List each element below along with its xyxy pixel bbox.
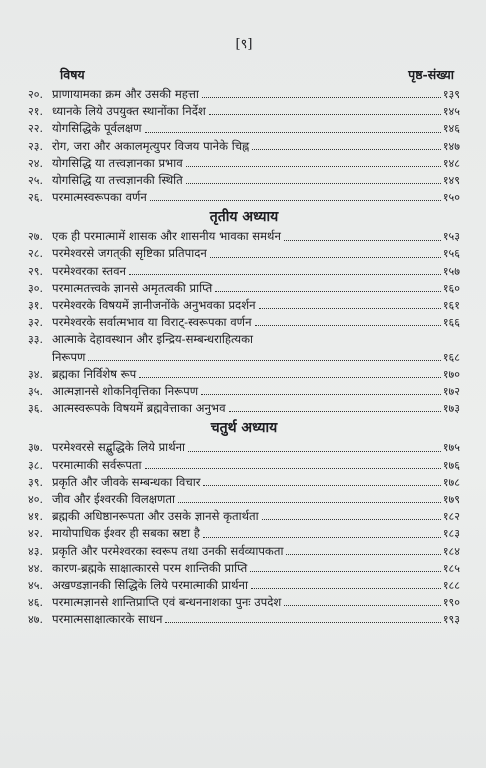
entry-page: १९० (442, 596, 460, 610)
entry-title: रोग, जरा और अकालमृत्युपर विजय पानेके चिह्न (52, 138, 250, 153)
dot-leader (284, 240, 441, 241)
list-item (28, 594, 460, 611)
list-item (28, 189, 460, 206)
dot-leader (284, 605, 441, 606)
dot-leader (188, 451, 441, 452)
entry-title: कारण-ब्रह्मके साक्षात्कारसे परम शान्तिकी प्राप्ति (52, 560, 248, 575)
entry-page: १५६ (442, 247, 460, 261)
dot-leader (262, 519, 441, 520)
entry-page: १३९ (442, 87, 460, 101)
dot-leader (145, 132, 441, 133)
entry-title: आत्मज्ञानसे शोकनिवृत्तिका निरूपण (52, 384, 199, 399)
entry-page: १६१ (442, 299, 460, 313)
chapter-heading-4: चतुर्थ अध्याय (210, 420, 278, 437)
entry-title: परमेश्वरके विषयमें ज्ञानीजनोंके अनुभवका प्रदर्शन (52, 298, 256, 313)
dot-leader (203, 537, 441, 538)
entry-title-continued: निरूपण (52, 349, 86, 364)
entry-page: १४७ (442, 139, 460, 153)
entry-title: आत्मस्वरूपके विषयमें ब्रह्मवेत्ताका अनुभव (52, 401, 226, 416)
dot-leader (186, 166, 441, 167)
entry-title: मायोपाधिक ईश्वर ही सबका स्रष्टा है (52, 526, 200, 541)
dot-leader (178, 502, 441, 503)
subject-heading: विषय (60, 67, 85, 82)
dot-leader (229, 411, 441, 412)
dot-leader (88, 360, 440, 361)
list-item (28, 543, 460, 560)
dot-leader (202, 97, 441, 98)
entry-number: ३०. (28, 281, 43, 295)
entry-list-chapter2 (28, 86, 460, 206)
entry-title: परमात्मस्वरूपका वर्णन (52, 190, 147, 205)
entry-page: १९३ (442, 613, 460, 627)
entry-page: १८५ (442, 561, 460, 575)
dot-leader (186, 183, 441, 184)
entry-title: ब्रह्मकी अधिष्ठानरूपता और उसके ज्ञानसे कृतार्थता (52, 509, 259, 524)
entry-number: ३३. (28, 333, 43, 347)
list-item (28, 228, 460, 245)
entry-page: १७२ (442, 385, 460, 399)
page-number: [९] (235, 37, 253, 52)
entry-title: आत्माके देहावस्थान और इन्द्रिय-सम्बन्धराहित्यका (52, 332, 254, 347)
entry-number: ४०. (28, 492, 43, 506)
entry-number: २६. (28, 191, 43, 205)
entry-number: ४७. (28, 613, 43, 627)
entry-number: ३९. (28, 475, 43, 489)
list-item (28, 491, 460, 508)
list-item (28, 297, 460, 314)
dot-leader (215, 291, 441, 292)
list-item (28, 457, 460, 474)
list-item (28, 508, 460, 525)
chapter-heading-3: तृतीय अध्याय (209, 209, 279, 226)
entry-page: १७८ (442, 475, 460, 489)
list-item (28, 366, 460, 383)
entry-number: ४४. (28, 561, 43, 575)
list-item (28, 155, 460, 172)
entry-page: १५० (442, 191, 460, 205)
dot-leader (250, 571, 441, 572)
entry-page: १५७ (442, 264, 460, 278)
entry-title: अखण्डज्ञानकी सिद्धिके लिये परमात्माकी प्रार्थना (52, 577, 248, 592)
entry-page: १७६ (442, 458, 460, 472)
entry-number: २९. (28, 264, 43, 278)
list-item (28, 331, 460, 365)
page-heading: पृष्ठ-संख्या (408, 67, 454, 82)
entry-page: १५३ (442, 230, 460, 244)
entry-title: परमात्माकी सर्वरूपता (52, 457, 142, 472)
dot-leader (150, 200, 441, 201)
entry-page: १४८ (442, 156, 460, 170)
entry-page: १७५ (442, 441, 460, 455)
entry-page: १४६ (442, 122, 460, 136)
entry-number: ३४. (28, 367, 43, 381)
dot-leader (201, 394, 441, 395)
list-item (28, 577, 460, 594)
dot-leader (259, 308, 441, 309)
entry-page: १७९ (442, 492, 460, 506)
entry-number: ३५. (28, 385, 43, 399)
entry-number: २३. (28, 139, 43, 153)
entry-page: १८२ (442, 510, 460, 524)
entry-number: २४. (28, 156, 43, 170)
entry-title: परमेश्वरका स्तवन (52, 263, 126, 278)
dot-leader (286, 554, 440, 555)
dot-leader (139, 377, 441, 378)
entry-number: ४२. (28, 527, 43, 541)
dot-leader (252, 149, 441, 150)
dot-leader (255, 325, 441, 326)
list-item (28, 525, 460, 542)
list-item (28, 103, 460, 120)
list-item (28, 314, 460, 331)
entry-number: ३२. (28, 316, 43, 330)
list-item (28, 263, 460, 280)
entry-number: २२. (28, 122, 43, 136)
entry-number: ४१. (28, 510, 43, 524)
entry-title: योगसिद्धि या तत्त्वज्ञानकी स्थिति (52, 172, 183, 187)
entry-title: परमात्मज्ञानसे शान्तिप्राप्ति एवं बन्धननाशका पुनः उपदेश (52, 595, 282, 610)
entry-page: १८८ (442, 578, 460, 592)
entry-page: १८४ (442, 544, 460, 558)
entry-number: ४५. (28, 578, 43, 592)
list-item (28, 560, 460, 577)
entry-number: ३१. (28, 299, 43, 313)
entry-title: योगसिद्धि या तत्त्वज्ञानका प्रभाव (52, 155, 183, 170)
entry-page: १४९ (442, 173, 460, 187)
entry-title: योगसिद्धिके पूर्वलक्षण (52, 121, 142, 136)
dot-leader (209, 114, 441, 115)
list-item (28, 86, 460, 103)
entry-number: ४६. (28, 596, 43, 610)
entry-title: परमेश्वरसे सद्बुद्धिके लिये प्रार्थना (52, 440, 186, 455)
entry-number: २०. (28, 87, 43, 101)
entry-number: ३८. (28, 458, 43, 472)
entry-title: प्राणायामका क्रम और उसकी महत्ता (52, 86, 199, 101)
entry-page: १६० (442, 281, 460, 295)
entry-number: २१. (28, 105, 43, 119)
entry-page: १४५ (442, 105, 460, 119)
column-headings (28, 66, 460, 83)
list-item (28, 246, 460, 263)
dot-leader (210, 257, 441, 258)
entry-title: जीव और ईश्वरकी विलक्षणता (52, 491, 176, 506)
entry-title: ब्रह्मका निर्विशेष रूप (52, 366, 137, 381)
entry-list-chapter4 (28, 439, 460, 628)
entry-page: १७० (442, 367, 460, 381)
list-item (28, 172, 460, 189)
dot-leader (145, 468, 441, 469)
entry-page: १६८ (442, 350, 460, 364)
entry-list-chapter3-cont (28, 366, 460, 418)
entry-title: प्रकृति और जीवके सम्बन्धका विचार (52, 474, 201, 489)
entry-page: १६६ (442, 316, 460, 330)
entry-title: ध्यानके लिये उपयुक्त स्थानोंका निर्देश (52, 104, 206, 119)
entry-number: २५. (28, 173, 43, 187)
list-item (28, 138, 460, 155)
list-item (28, 611, 460, 628)
entry-title: एक ही परमात्मामें शासक और शासनीय भावका समर्थन (52, 229, 281, 244)
list-item (28, 474, 460, 491)
entry-number: ४३. (28, 544, 43, 558)
entry-page: १७३ (442, 402, 460, 416)
dot-leader (251, 588, 441, 589)
list-item (28, 280, 460, 297)
list-item (28, 383, 460, 400)
entry-title: प्रकृति और परमेश्वरका स्वरूप तथा उनकी सर्वव्यापकता (52, 543, 284, 558)
dot-leader (165, 622, 440, 623)
entry-number: २८. (28, 247, 43, 261)
list-item (28, 439, 460, 456)
entry-title: परमात्मसाक्षात्कारके साधन (52, 612, 163, 627)
entry-title: परमात्मतत्त्वके ज्ञानसे अमृतत्वकी प्राप्ति (52, 280, 213, 295)
dot-leader (203, 485, 440, 486)
entry-list-chapter3 (28, 228, 460, 331)
entry-title: परमेश्वरके सर्वात्मभाव या विराट्-स्वरूपका वर्णन (52, 315, 252, 330)
list-item (28, 120, 460, 137)
entry-title: परमेश्वरसे जगत्‌की सृष्टिका प्रतिपादन (52, 246, 207, 261)
list-item (28, 400, 460, 417)
dot-leader (129, 274, 441, 275)
entry-number: ३६. (28, 402, 43, 416)
entry-page: १८३ (442, 527, 460, 541)
entry-number: २७. (28, 230, 43, 244)
entry-number: ३७. (28, 441, 43, 455)
